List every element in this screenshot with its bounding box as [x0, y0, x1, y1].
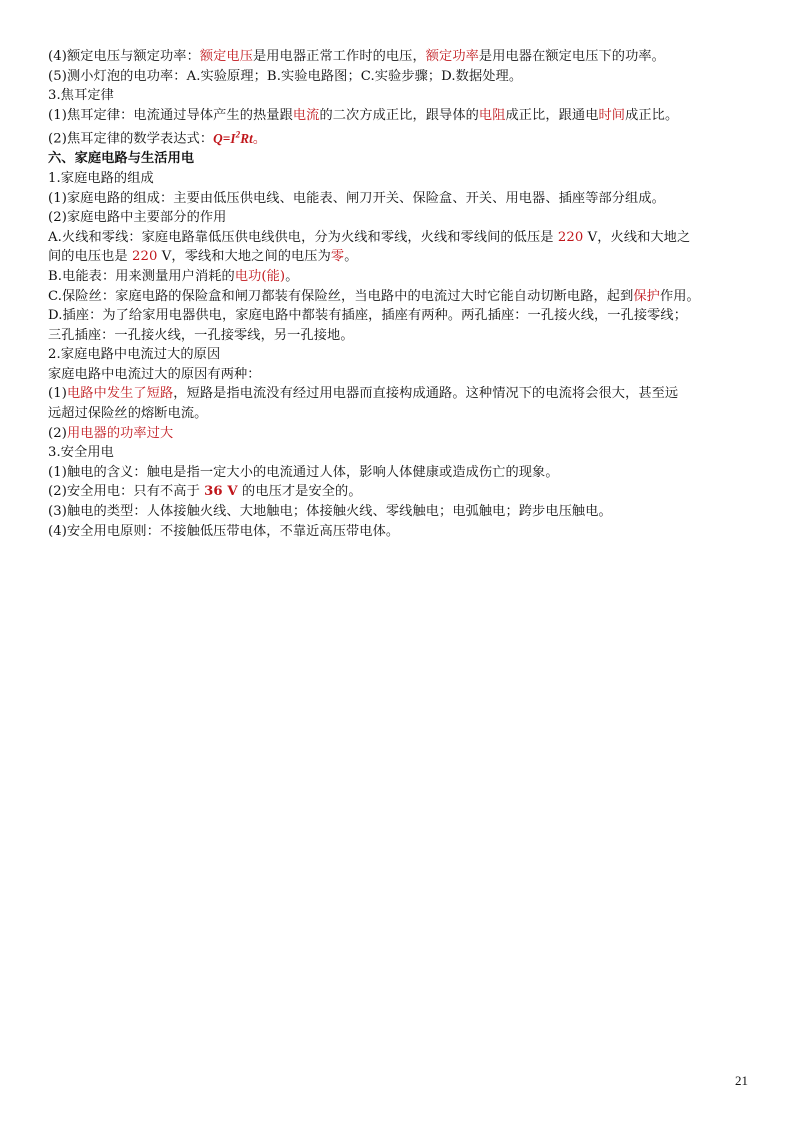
line-socket-1: D.插座：为了给家用电器供电，家庭电路中都装有插座，插座有两种。两孔插座：一孔接火线，一孔接零线； — [48, 308, 688, 324]
highlight-time: 时间 — [598, 107, 626, 123]
line-short-circuit-1: (1)电路中发生了短路，短路是指电流没有经过用电器而直接构成通路。这种情况下的电流将会很大，甚至远 — [48, 386, 679, 402]
line-overcurrent-intro: 家庭电路中电流过大的原因有两种： — [48, 366, 261, 382]
line-rated-voltage-power: (4)额定电压与额定功率：额定电压是用电器正常工作时的电压，额定功率是用电器在额定电压下的功率。 — [48, 49, 665, 64]
highlight-protection: 保护 — [633, 288, 660, 304]
line-main-parts-role: (2)家庭电路中主要部分的作用 — [48, 210, 227, 226]
line-live-neutral-1: A.火线和零线：家庭电路靠低压供电线供电，分为火线和零线，火线和零线间的低压是 220 V，火线和大地之 — [48, 229, 691, 245]
highlight-220v-a: 220 — [557, 229, 584, 245]
highlight-overload: 用电器的功率过大 — [66, 425, 174, 441]
line-energy-meter: B.电能表：用来测量用户消耗的电功(能)。 — [48, 268, 299, 284]
highlight-current: 电流 — [292, 107, 320, 123]
line-shock-types: (3)触电的类型：人体接触火线、大地触电；体接触火线、零线触电；电弧触电；跨步电压触电。 — [48, 504, 612, 520]
line-short-circuit-2: 远超过保险丝的熔断电流。 — [48, 406, 208, 422]
highlight-rated-voltage: 额定电压 — [199, 49, 254, 64]
section-heading-circuit-composition: 1.家庭电路的组成 — [48, 170, 154, 186]
chapter-heading-household-circuit: 六、家庭电路与生活用电 — [48, 151, 195, 167]
line-joule-law: (1)焦耳定律：电流通过导体产生的热量跟电流的二次方成正比，跟导体的电阻成正比，跟通电时间成正比。 — [48, 107, 679, 123]
line-measure-bulb-power: (5)测小灯泡的电功率：A.实验原理；B.实验电路图；C.实验步骤；D.数据处理。 — [48, 68, 523, 84]
line-fuse: C.保险丝：家庭电路的保险盒和闸刀都装有保险丝，当电路中的电流过大时它能自动切断电路，起到保护作用。 — [48, 288, 700, 304]
highlight-36v: 36 V — [204, 484, 238, 500]
highlight-zero: 零 — [330, 249, 345, 265]
highlight-electric-work: 电功(能) — [234, 268, 286, 284]
highlight-rated-power: 额定功率 — [425, 49, 479, 64]
line-joule-formula: (2)焦耳定律的数学表达式：$Q=I^2Rt$。 — [48, 129, 267, 147]
page-number: 21 — [735, 1073, 748, 1088]
line-electric-shock-definition: (1)触电的含义：触电是指一定大小的电流通过人体，影响人体健康或造成伤亡的现象。 — [48, 464, 559, 480]
highlight-short-circuit: 电路中发生了短路 — [66, 386, 174, 402]
line-overload: (2)用电器的功率过大 — [48, 425, 174, 441]
line-safe-voltage: (2)安全用电：只有不高于 36 V 的电压才是安全的。 — [48, 484, 362, 500]
line-socket-2: 三孔插座：一孔接火线，一孔接零线，另一孔接地。 — [48, 327, 354, 343]
document-body — [48, 47, 748, 541]
highlight-resistance: 电阻 — [478, 107, 506, 123]
section-heading-overcurrent: 2.家庭电路中电流过大的原因 — [48, 347, 221, 363]
section-heading-safety: 3.安全用电 — [48, 445, 114, 461]
formula-joule: $Q=I^2Rt$ — [213, 129, 253, 146]
line-circuit-composition: (1)家庭电路的组成：主要由低压供电线、电能表、闸刀开关、保险盒、开关、用电器、插座等部分组成。 — [48, 190, 665, 206]
section-heading-joule-law: 3.焦耳定律 — [48, 88, 114, 104]
highlight-220v-b: 220 — [132, 249, 158, 265]
line-live-neutral-2: 间的电压也是 220 V，零线和大地之间的电压为零。 — [48, 249, 358, 265]
line-safety-principle: (4)安全用电原则：不接触低压带电体，不靠近高压带电体。 — [48, 523, 400, 539]
